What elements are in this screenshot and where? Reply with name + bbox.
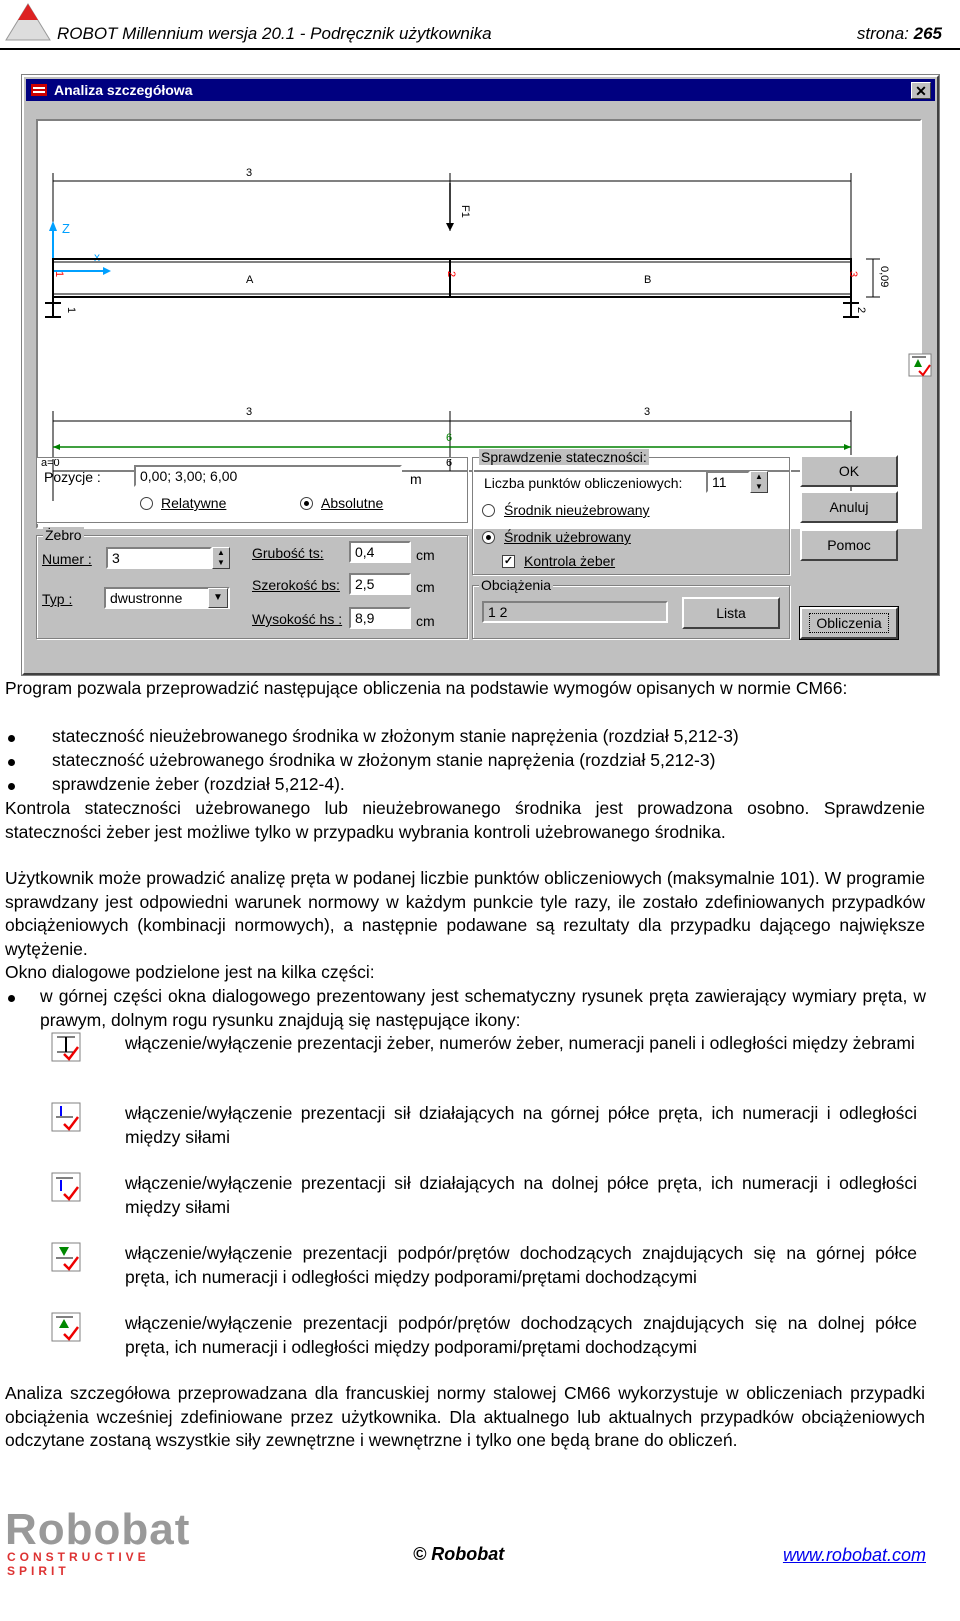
- positions-input[interactable]: [134, 465, 402, 487]
- thickness-input[interactable]: [349, 541, 411, 563]
- support-left: [45, 297, 61, 317]
- bullet-dot: [8, 995, 15, 1002]
- paragraph-load-cases: Analiza szczegółowa przeprowadzana dla francuskiej normy stalowej CM66 wykorzystuje w obliczeniach przypadki obciążenia wcześniej zdefiniowane przez użytkownika. Dla aktualnego lub aktualnych przypadków obciążeniowych odczytane zostaną wszystkie siły zewnętrzne i wewnętrzne i tylko one będą brane do obliczeń.: [5, 1383, 925, 1450]
- points-input[interactable]: [706, 471, 750, 493]
- icon-description-bottom-supports: włączenie/wyłączenie prezentacji podpór/prętów dochodzących znajdujących się na dolnej półce pręta, ich numeracji i odległości między podporami/prętami dochodzącymi: [125, 1313, 917, 1357]
- bottom-forces-toggle-icon: [51, 1172, 81, 1202]
- rib-check-label: Kontrola żeber: [524, 553, 616, 569]
- close-button[interactable]: ✕: [911, 82, 931, 99]
- beam-outline: [53, 259, 851, 297]
- header-rule: [0, 48, 960, 50]
- stiffened-label: Środnik użebrowany: [504, 529, 631, 545]
- points-label: Liczba punktów obliczeniowych:: [484, 475, 683, 491]
- positions-unit: m: [410, 471, 422, 487]
- bullet-drawing-description: w górnej części okna dialogowego prezentowany jest schematyczny rysunek pręta zawierający wymiary pręta, w prawym, dolnym rogu rysunku znajdują się następujące ikony:: [40, 986, 926, 1030]
- bullet-dot: [8, 783, 15, 790]
- chevron-down-icon[interactable]: ▼: [208, 588, 228, 608]
- loads-field: [482, 601, 668, 623]
- logo-wordmark: Robobat: [5, 1505, 191, 1554]
- icon-description-ribs: włączenie/wyłączenie prezentacji żeber, numerów żeber, numeracji paneli i odległości między żebrami: [125, 1033, 915, 1053]
- bullet-dot: [8, 735, 15, 742]
- rib-check-checkbox[interactable]: ✓: [503, 555, 514, 567]
- rib-group-legend: Żebro: [45, 527, 82, 543]
- panel-label-b: B: [644, 274, 652, 286]
- support-label-2: 2: [855, 307, 867, 314]
- thickness-label: Grubość ts:: [252, 545, 324, 561]
- thickness-unit: cm: [416, 547, 435, 563]
- support-dim-label: 6: [446, 432, 453, 444]
- absolute-label: Absolutne: [321, 495, 384, 511]
- icon-description-top-supports: włączenie/wyłączenie prezentacji podpór/prętów dochodzących znajdujących się na górnej półce pręta, ich numeracji i odległości między podporami/prętami dochodzącymi: [125, 1243, 917, 1287]
- robobat-logo: [5, 1505, 213, 1578]
- bullet-item: stateczność nieużebrowanego środnika w złożonym stanie naprężenia (rozdział 5,212-3): [52, 726, 739, 746]
- footer-website-link[interactable]: www.robobat.com: [782, 1545, 926, 1565]
- calculate-button[interactable]: Obliczenia: [800, 607, 898, 639]
- panel-label-a: A: [246, 274, 254, 286]
- height-unit: cm: [416, 613, 435, 629]
- robobat-mark-icon: [4, 2, 52, 42]
- support-label-1: 1: [65, 307, 77, 314]
- stability-group-legend: Sprawdzenie stateczności:: [481, 449, 647, 465]
- app-icon: [30, 82, 48, 98]
- dialog-title: Analiza szczegółowa: [54, 82, 193, 98]
- rib-type-label: Typ :: [42, 591, 73, 607]
- relative-label: Relatywne: [161, 495, 227, 511]
- list-button[interactable]: Lista: [682, 597, 780, 629]
- node-label-3: 3: [847, 271, 859, 278]
- relative-radio[interactable]: [140, 497, 153, 510]
- node-label-1: 1: [53, 271, 65, 278]
- bullet-dot: [8, 759, 15, 766]
- cancel-button[interactable]: Anuluj: [800, 491, 898, 523]
- rib-number-spinner[interactable]: ▲ ▼: [212, 547, 230, 569]
- z-axis-label: Z: [62, 221, 70, 236]
- height-input[interactable]: [349, 607, 411, 629]
- rib-number-input[interactable]: [106, 547, 212, 569]
- stiffened-radio[interactable]: [482, 531, 495, 544]
- width-input[interactable]: [349, 573, 411, 595]
- paragraph-calc-points: Użytkownik może prowadzić analizę pręta w podanej liczbie punktów obliczeniowych (maksymalnie 101). W programie sprawdzany jest odpowiedni warunek normowy w każdym punkcie tyle razy, ile zostało zdefiniowanych przypadków obciążeniowych (kombinacji normowych), a następnie podawane są rezultaty dla przypadku dającego największe wytężenie.: [5, 868, 925, 959]
- node-label-2: 2: [445, 271, 457, 278]
- bullet-item: sprawdzenie żeber (rozdział 5,212-4).: [52, 774, 345, 794]
- document-title: ROBOT Millennium wersja 20.1 - Podręcznik użytkownika: [57, 24, 492, 43]
- ribs-toggle-icon: [51, 1032, 81, 1062]
- positions-label: Pozycje :: [44, 469, 101, 485]
- page-header: [0, 0, 960, 52]
- bottom-supports-toggle-icon: [51, 1312, 81, 1342]
- footer-copyright: © Robobat: [413, 1544, 505, 1564]
- detailed-analysis-dialog: [22, 75, 939, 675]
- unstiffened-radio[interactable]: [482, 504, 495, 517]
- top-dim-label: 3: [246, 167, 253, 179]
- width-unit: cm: [416, 579, 435, 595]
- page-number: strona: 265: [856, 24, 942, 43]
- intro-paragraph: Program pozwala przeprowadzić następujące obliczenia na podstawie wymogów opisanych w normie CM66:: [5, 678, 848, 698]
- paragraph-dialog-parts: Okno dialogowe podzielone jest na kilka części:: [5, 962, 375, 982]
- width-label: Szerokość bs:: [252, 577, 340, 593]
- force-label: F1: [459, 205, 471, 218]
- icon-description-bottom-forces: włączenie/wyłączenie prezentacji sił działających na dolnej półce pręta, ich numeracji i odległości między siłami: [125, 1173, 917, 1217]
- total-dim-label: 6: [446, 457, 453, 469]
- height-dim-label: 0,09: [878, 266, 890, 288]
- height-label: Wysokość hs :: [252, 611, 343, 627]
- ok-button[interactable]: OK: [800, 455, 898, 487]
- dialog-titlebar[interactable]: [26, 79, 935, 101]
- dim-right-label: 3: [644, 406, 651, 418]
- icon-description-top-forces: włączenie/wyłączenie prezentacji sił działających na górnej półce pręta, ich numeracji i odległości między siłami: [125, 1103, 917, 1147]
- unstiffened-label: Środnik nieużebrowany: [504, 502, 650, 518]
- absolute-radio[interactable]: [300, 497, 313, 510]
- loads-group-legend: Obciążenia: [481, 577, 552, 593]
- logo-tagline: CONSTRUCTIVE SPIRIT: [7, 1550, 150, 1578]
- help-button[interactable]: Pomoc: [800, 529, 898, 561]
- bottom-supports-toggle-icon[interactable]: [908, 353, 932, 377]
- dim-left-label: 3: [246, 406, 253, 418]
- top-forces-toggle-icon: [51, 1102, 81, 1132]
- paragraph-web-control: Kontrola stateczności użebrowanego lub nieużebrowanego środnika jest prowadzona osobno. Sprawdzenie stateczności żeber jest możliwe tylko w przypadku wybrania kontroli użebrowanego środnika.: [5, 798, 925, 842]
- bullet-item: stateczność użebrowanego środnika w złożonym stanie naprężenia (rozdział 5,212-3): [52, 750, 716, 770]
- a-offset-label: a=0: [41, 457, 60, 469]
- points-spinner[interactable]: ▲ ▼: [750, 471, 768, 493]
- top-supports-toggle-icon: [51, 1242, 81, 1272]
- rib-number-label: Numer :: [42, 551, 92, 567]
- x-axis-label: x: [94, 250, 100, 264]
